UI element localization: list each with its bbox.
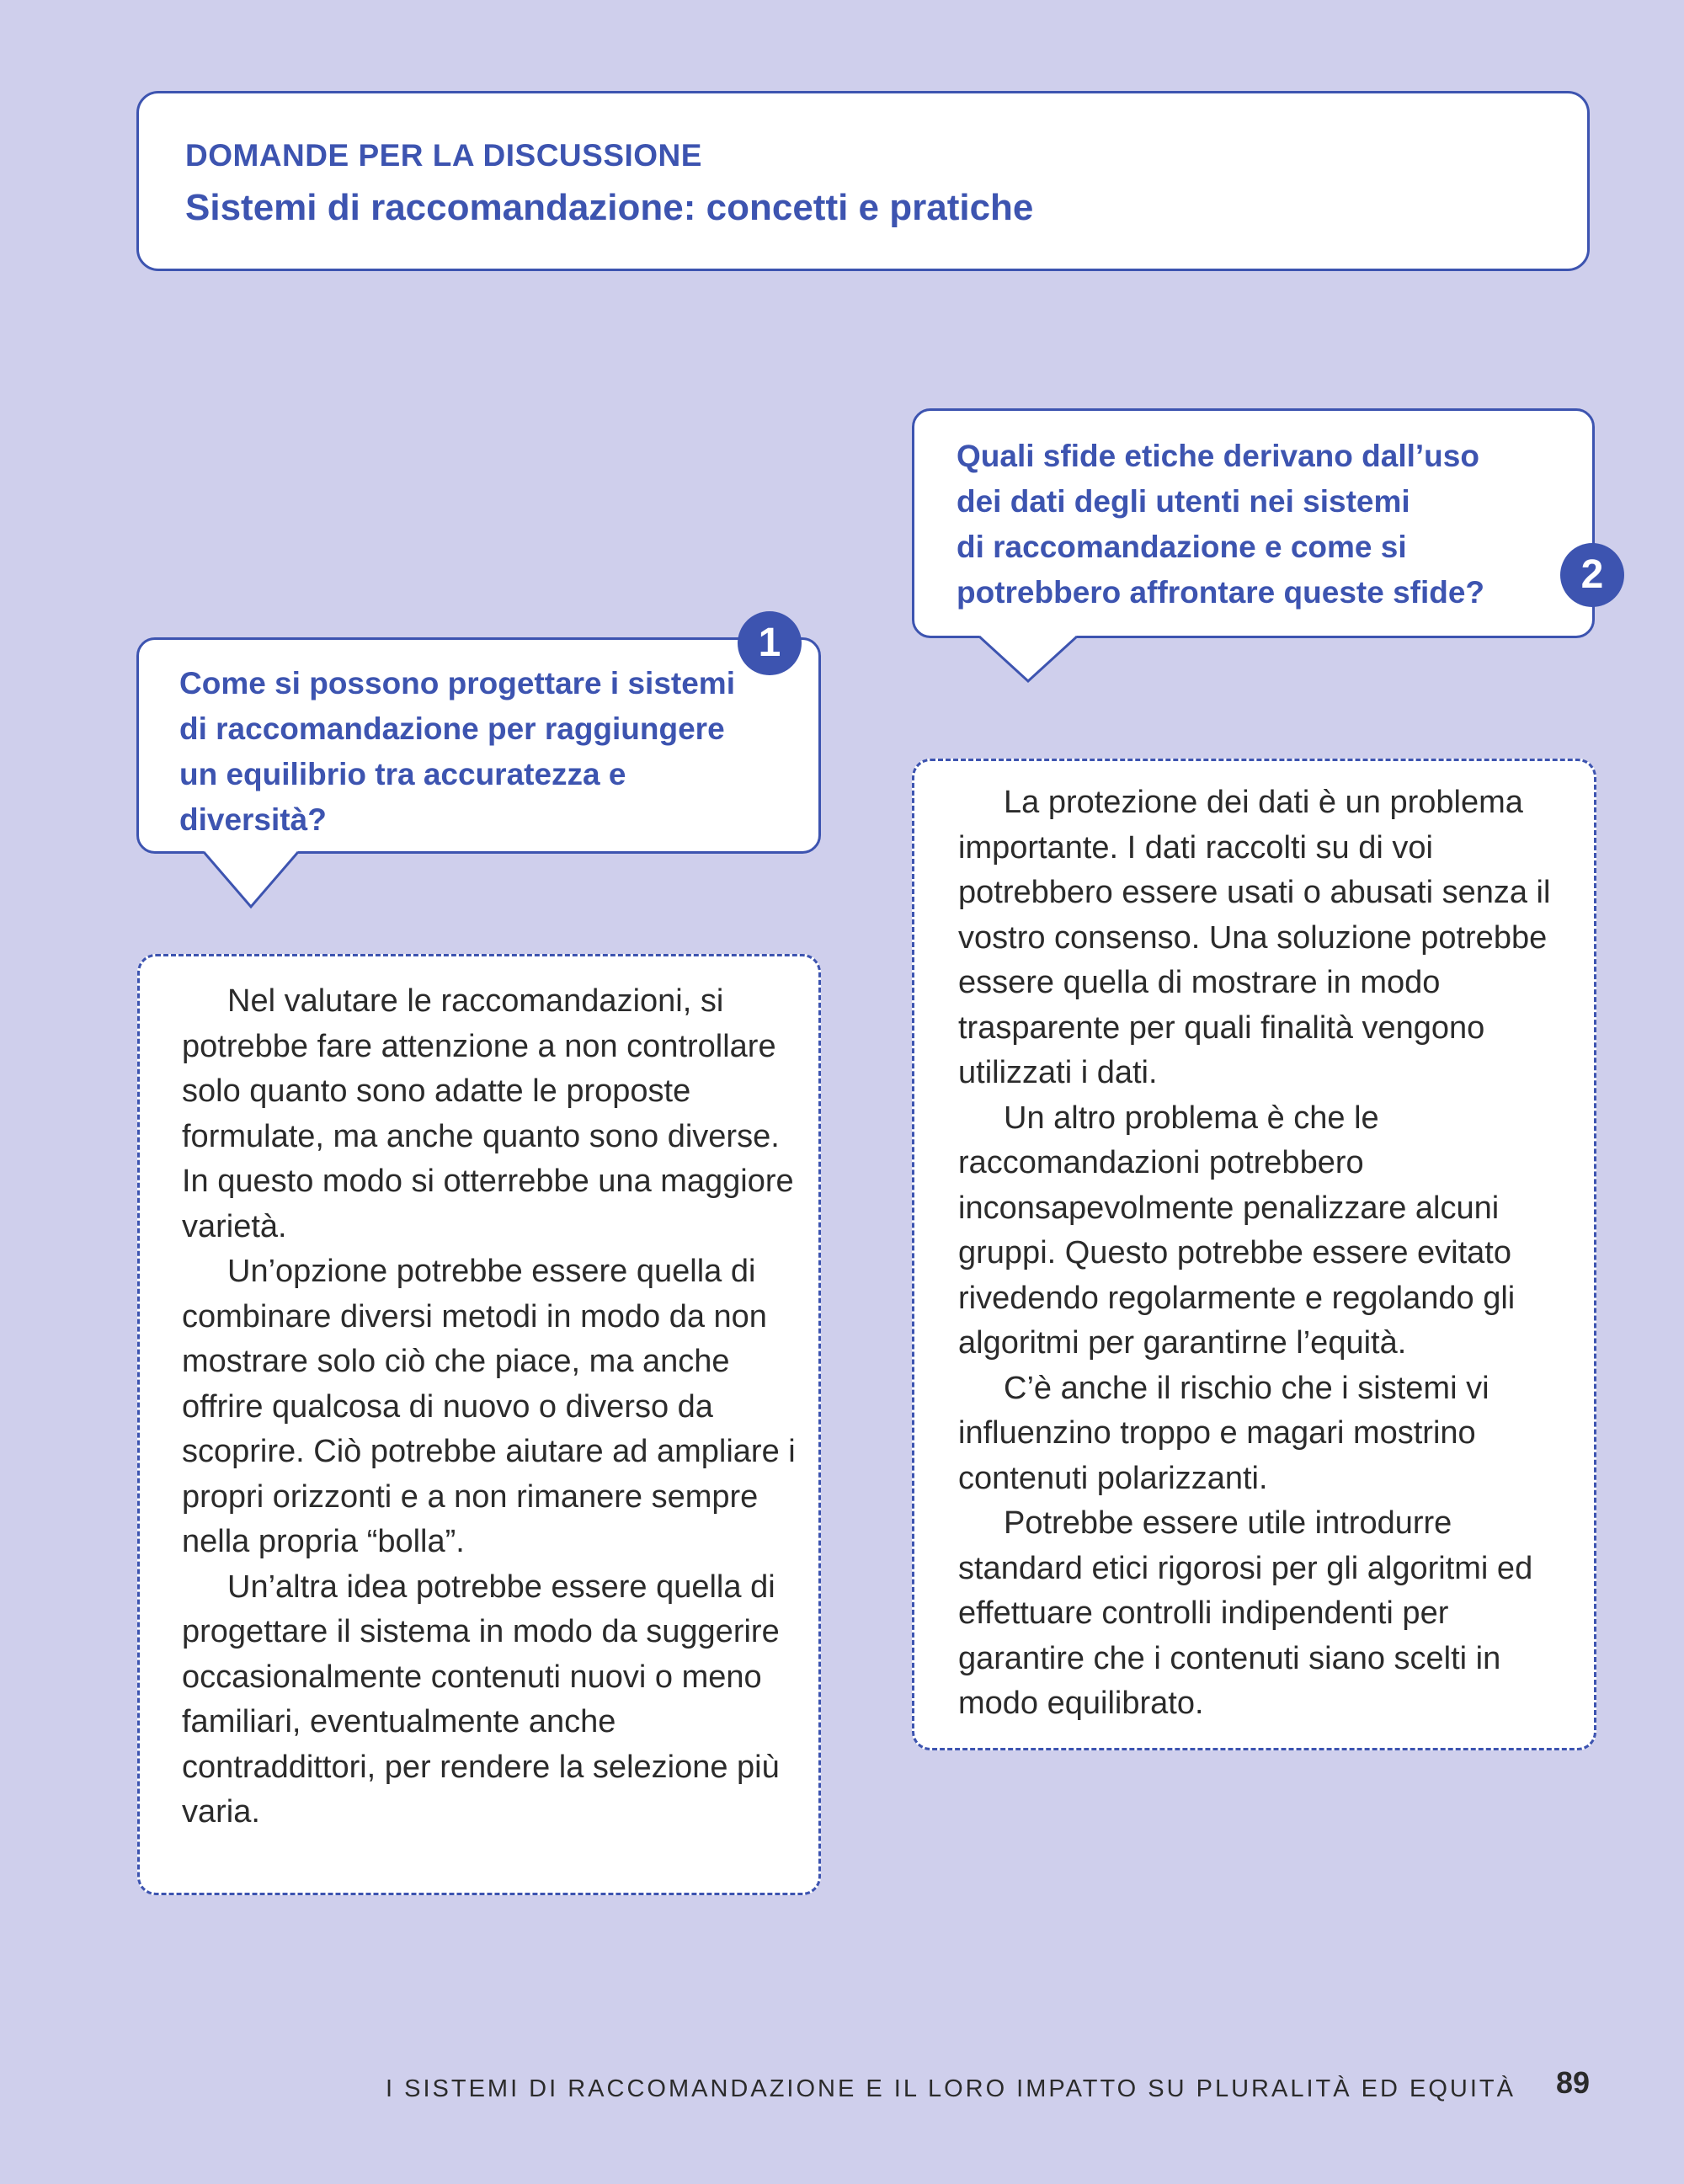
question-1-line: diversità?: [179, 802, 327, 837]
answer-box-1: [137, 954, 821, 1895]
question-1-line: di raccomandazione per raggiungere: [179, 711, 725, 746]
answer-1-paragraph: Nel valutare le raccomandazioni, si potrebbe fare attenzione a non controllare solo quanto sono adatte le proposte formulate, ma anche quanto sono diverse. In questo modo si otterrebbe una maggiore varietà.: [182, 983, 794, 1244]
answer-2-paragraph: La protezione dei dati è un problema importante. I dati raccolti su di voi potrebbero essere usati o abusati senza il vostro consenso. Una soluzione potrebbe essere quella di mostrare in modo trasparente per quali finalità vengono utilizzati i dati.: [958, 785, 1551, 1090]
answer-box-2: [912, 759, 1596, 1750]
answer-2-paragraph: Un altro problema è che le raccomandazioni potrebbero inconsapevolmente penalizzare alcuni gruppi. Questo potrebbe essere evitato rivedendo regolarmente e regolando gli algoritmi per garantirne l’equità.: [958, 1100, 1516, 1361]
question-1-text: [179, 661, 793, 843]
answer-1-paragraph: Un’altra idea potrebbe essere quella di progettare il sistema in modo da suggerire occasionalmente contenuti nuovi o meno familiari, eventualmente anche contraddittori, per rendere la selezione più varia.: [182, 1569, 780, 1830]
section-kicker: DOMANDE PER LA DISCUSSIONE: [185, 138, 702, 173]
answer-2-paragraph: Potrebbe essere utile introdurre standard etici rigorosi per gli algoritmi ed effettuare controlli indipendenti per garantire che i contenuti siano scelti in modo equilibrato.: [958, 1505, 1533, 1721]
page-number: 89: [1556, 2065, 1591, 2100]
question-2-line: potrebbero affrontare queste sfide?: [957, 575, 1485, 610]
question-1-line: un equilibrio tra accuratezza e: [179, 757, 626, 791]
question-bubble-1: [136, 637, 821, 854]
question-2-line: Quali sfide etiche derivano dall’uso: [957, 439, 1479, 473]
running-footer: I SISTEMI DI RACCOMANDAZIONE E IL LORO IMPATTO SU PLURALITÀ ED EQUITÀ: [386, 2075, 1516, 2102]
question-2-text: [957, 434, 1567, 615]
question-number-badge-1: 1: [738, 611, 802, 675]
question-bubble-2: [912, 408, 1595, 638]
answer-1-paragraph: Un’opzione potrebbe essere quella di combinare diversi metodi in modo da non mostrare solo ciò che piace, ma anche offrire qualcosa di nuovo o diverso da scoprire. Ciò potrebbe aiutare ad ampliare i propri orizzonti e a non rimanere sempre nella propria “bolla”.: [182, 1254, 796, 1559]
answer-2-paragraph: C’è anche il rischio che i sistemi vi influenzino troppo e magari mostrino contenuti polarizzanti.: [958, 1370, 1489, 1496]
page-title: Sistemi di raccomandazione: concetti e pratiche: [185, 187, 1034, 229]
discussion-header-box: [136, 91, 1590, 271]
question-2-line: dei dati degli utenti nei sistemi: [957, 484, 1410, 519]
question-number-badge-2: 2: [1560, 543, 1624, 607]
question-2-line: di raccomandazione e come si: [957, 530, 1407, 564]
question-1-line: Come si possono progettare i sistemi: [179, 666, 735, 700]
